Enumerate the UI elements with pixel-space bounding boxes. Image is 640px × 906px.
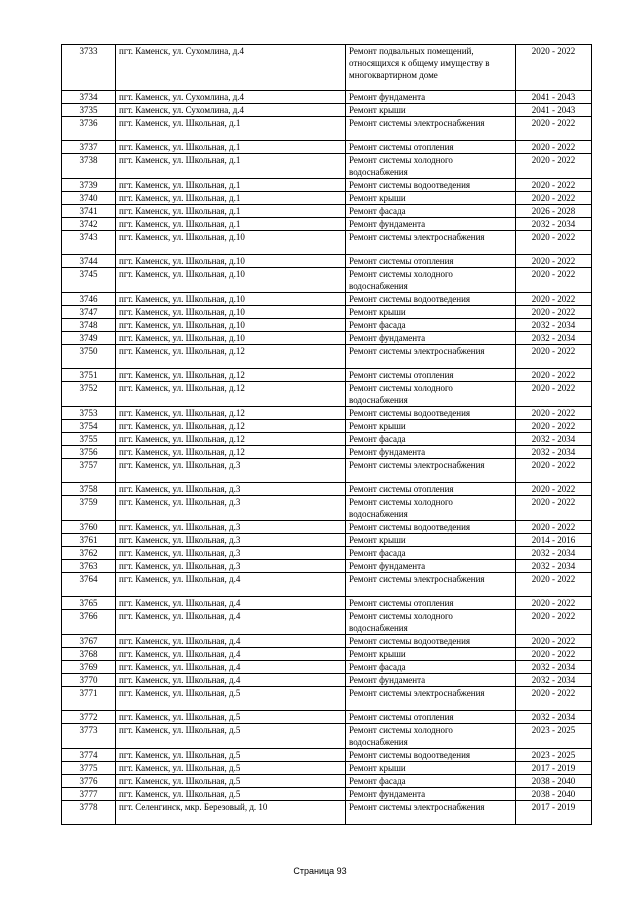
row-number: 3776: [62, 775, 116, 788]
table-row: [62, 433, 592, 446]
row-number: 3770: [62, 674, 116, 687]
table-row: [62, 724, 592, 749]
register-table-body: [62, 45, 592, 825]
row-address: пгт. Каменск, ул. Школьная, д.3: [116, 496, 346, 521]
row-number: 3741: [62, 205, 116, 218]
table-row: [62, 762, 592, 775]
row-number: 3773: [62, 724, 116, 749]
row-period: 2032 - 2034: [516, 433, 592, 446]
row-number: 3753: [62, 407, 116, 420]
row-number: 3751: [62, 369, 116, 382]
row-address: пгт. Каменск, ул. Школьная, д.4: [116, 610, 346, 635]
row-number: 3744: [62, 255, 116, 268]
row-work-type: Ремонт фасада: [346, 433, 516, 446]
row-number: 3752: [62, 382, 116, 407]
row-period: 2020 - 2022: [516, 459, 592, 483]
row-work-type: Ремонт системы электроснабжения: [346, 345, 516, 369]
row-work-type: Ремонт системы электроснабжения: [346, 801, 516, 825]
register-table: [61, 44, 592, 825]
row-address: пгт. Каменск, ул. Школьная, д.10: [116, 255, 346, 268]
row-number: 3763: [62, 560, 116, 573]
row-work-type: Ремонт системы холодного водоснабжения: [346, 724, 516, 749]
row-address: пгт. Селенгинск, мкр. Березовый, д. 10: [116, 801, 346, 825]
row-period: 2020 - 2022: [516, 382, 592, 407]
row-number: 3748: [62, 319, 116, 332]
row-work-type: Ремонт системы холодного водоснабжения: [346, 268, 516, 293]
row-number: 3735: [62, 104, 116, 117]
row-address: пгт. Каменск, ул. Школьная, д.12: [116, 420, 346, 433]
row-number: 3733: [62, 45, 116, 91]
row-address: пгт. Каменск, ул. Школьная, д.12: [116, 345, 346, 369]
row-work-type: Ремонт системы отопления: [346, 255, 516, 268]
row-period: 2020 - 2022: [516, 192, 592, 205]
row-work-type: Ремонт фундамента: [346, 674, 516, 687]
row-address: пгт. Каменск, ул. Школьная, д.4: [116, 573, 346, 597]
row-period: 2032 - 2034: [516, 560, 592, 573]
row-period: 2032 - 2034: [516, 674, 592, 687]
row-work-type: Ремонт системы отопления: [346, 369, 516, 382]
row-work-type: Ремонт системы водоотведения: [346, 635, 516, 648]
row-address: пгт. Каменск, ул. Школьная, д.3: [116, 459, 346, 483]
row-number: 3743: [62, 231, 116, 255]
row-work-type: Ремонт крыши: [346, 192, 516, 205]
table-row: [62, 749, 592, 762]
table-row: [62, 661, 592, 674]
table-row: [62, 218, 592, 231]
row-number: 3745: [62, 268, 116, 293]
row-number: 3767: [62, 635, 116, 648]
row-work-type: Ремонт системы электроснабжения: [346, 459, 516, 483]
row-number: 3764: [62, 573, 116, 597]
row-period: 2020 - 2022: [516, 255, 592, 268]
row-period: 2020 - 2022: [516, 179, 592, 192]
row-address: пгт. Каменск, ул. Школьная, д.1: [116, 179, 346, 192]
row-number: 3758: [62, 483, 116, 496]
row-address: пгт. Каменск, ул. Школьная, д.3: [116, 560, 346, 573]
row-work-type: Ремонт фасада: [346, 547, 516, 560]
table-row: [62, 496, 592, 521]
row-address: пгт. Каменск, ул. Школьная, д.5: [116, 711, 346, 724]
table-row: [62, 635, 592, 648]
row-period: 2020 - 2022: [516, 483, 592, 496]
row-number: 3756: [62, 446, 116, 459]
row-period: 2032 - 2034: [516, 547, 592, 560]
row-work-type: Ремонт фундамента: [346, 560, 516, 573]
row-address: пгт. Каменск, ул. Школьная, д.3: [116, 521, 346, 534]
row-period: 2017 - 2019: [516, 762, 592, 775]
row-number: 3761: [62, 534, 116, 547]
row-address: пгт. Каменск, ул. Школьная, д.5: [116, 775, 346, 788]
table-row: [62, 560, 592, 573]
row-period: 2032 - 2034: [516, 218, 592, 231]
row-number: 3755: [62, 433, 116, 446]
table-row: [62, 205, 592, 218]
row-period: 2020 - 2022: [516, 635, 592, 648]
row-period: 2032 - 2034: [516, 711, 592, 724]
row-number: 3750: [62, 345, 116, 369]
table-row: [62, 801, 592, 825]
row-address: пгт. Каменск, ул. Школьная, д.4: [116, 661, 346, 674]
row-work-type: Ремонт крыши: [346, 306, 516, 319]
row-work-type: Ремонт крыши: [346, 420, 516, 433]
row-number: 3734: [62, 91, 116, 104]
page-number: Страница 93: [293, 866, 347, 876]
row-work-type: Ремонт крыши: [346, 648, 516, 661]
row-address: пгт. Каменск, ул. Школьная, д.1: [116, 154, 346, 179]
row-number: 3740: [62, 192, 116, 205]
row-address: пгт. Каменск, ул. Школьная, д.12: [116, 369, 346, 382]
row-work-type: Ремонт фасада: [346, 775, 516, 788]
row-work-type: Ремонт системы отопления: [346, 711, 516, 724]
row-address: пгт. Каменск, ул. Школьная, д.5: [116, 687, 346, 711]
row-work-type: Ремонт крыши: [346, 762, 516, 775]
table-row: [62, 687, 592, 711]
row-address: пгт. Каменск, ул. Школьная, д.10: [116, 332, 346, 345]
row-address: пгт. Каменск, ул. Сухомлина, д.4: [116, 45, 346, 91]
row-address: пгт. Каменск, ул. Сухомлина, д.4: [116, 91, 346, 104]
row-work-type: Ремонт фундамента: [346, 446, 516, 459]
row-number: 3746: [62, 293, 116, 306]
row-work-type: Ремонт системы отопления: [346, 597, 516, 610]
row-work-type: Ремонт фасада: [346, 205, 516, 218]
table-row: [62, 154, 592, 179]
row-period: 2020 - 2022: [516, 407, 592, 420]
row-number: 3739: [62, 179, 116, 192]
row-work-type: Ремонт крыши: [346, 534, 516, 547]
row-work-type: Ремонт системы отопления: [346, 141, 516, 154]
row-period: 2020 - 2022: [516, 521, 592, 534]
row-work-type: Ремонт фундамента: [346, 91, 516, 104]
row-number: 3765: [62, 597, 116, 610]
row-address: пгт. Каменск, ул. Школьная, д.5: [116, 762, 346, 775]
row-address: пгт. Каменск, ул. Школьная, д.1: [116, 218, 346, 231]
row-period: 2023 - 2025: [516, 724, 592, 749]
row-period: 2020 - 2022: [516, 648, 592, 661]
row-number: 3759: [62, 496, 116, 521]
row-period: 2014 - 2016: [516, 534, 592, 547]
row-number: 3736: [62, 117, 116, 141]
row-work-type: Ремонт подвальных помещений, относящихся к общему имуществу в многоквартирном доме: [346, 45, 516, 91]
row-period: 2020 - 2022: [516, 268, 592, 293]
row-period: 2020 - 2022: [516, 293, 592, 306]
table-row: [62, 407, 592, 420]
row-period: 2041 - 2043: [516, 91, 592, 104]
row-work-type: Ремонт фасада: [346, 319, 516, 332]
row-work-type: Ремонт системы электроснабжения: [346, 117, 516, 141]
row-number: 3760: [62, 521, 116, 534]
row-number: 3754: [62, 420, 116, 433]
row-period: 2020 - 2022: [516, 496, 592, 521]
row-number: 3774: [62, 749, 116, 762]
table-row: [62, 521, 592, 534]
row-address: пгт. Каменск, ул. Школьная, д.4: [116, 597, 346, 610]
row-number: 3771: [62, 687, 116, 711]
table-row: [62, 293, 592, 306]
row-work-type: Ремонт системы электроснабжения: [346, 573, 516, 597]
table-row: [62, 179, 592, 192]
row-address: пгт. Каменск, ул. Школьная, д.12: [116, 446, 346, 459]
row-period: 2032 - 2034: [516, 446, 592, 459]
row-number: 3768: [62, 648, 116, 661]
row-work-type: Ремонт системы водоотведения: [346, 179, 516, 192]
row-address: пгт. Каменск, ул. Школьная, д.12: [116, 382, 346, 407]
row-work-type: Ремонт системы водоотведения: [346, 749, 516, 762]
row-period: 2020 - 2022: [516, 597, 592, 610]
row-address: пгт. Каменск, ул. Школьная, д.4: [116, 648, 346, 661]
table-row: [62, 610, 592, 635]
row-work-type: Ремонт фундамента: [346, 218, 516, 231]
table-row: [62, 446, 592, 459]
row-work-type: Ремонт системы отопления: [346, 483, 516, 496]
row-number: 3762: [62, 547, 116, 560]
row-work-type: Ремонт системы водоотведения: [346, 521, 516, 534]
row-address: пгт. Каменск, ул. Школьная, д.1: [116, 117, 346, 141]
row-address: пгт. Каменск, ул. Школьная, д.12: [116, 407, 346, 420]
table-row: [62, 104, 592, 117]
table-row: [62, 420, 592, 433]
table-row: [62, 573, 592, 597]
row-number: 3775: [62, 762, 116, 775]
table-row: [62, 255, 592, 268]
row-work-type: Ремонт фасада: [346, 661, 516, 674]
table-row: [62, 192, 592, 205]
row-period: 2020 - 2022: [516, 306, 592, 319]
row-period: 2023 - 2025: [516, 749, 592, 762]
row-period: 2020 - 2022: [516, 117, 592, 141]
row-number: 3738: [62, 154, 116, 179]
row-period: 2032 - 2034: [516, 661, 592, 674]
table-row: [62, 534, 592, 547]
row-period: 2020 - 2022: [516, 154, 592, 179]
row-work-type: Ремонт крыши: [346, 104, 516, 117]
row-period: 2020 - 2022: [516, 420, 592, 433]
table-row: [62, 483, 592, 496]
row-work-type: Ремонт фундамента: [346, 788, 516, 801]
row-period: 2020 - 2022: [516, 45, 592, 91]
row-address: пгт. Каменск, ул. Школьная, д.5: [116, 749, 346, 762]
table-row: [62, 369, 592, 382]
row-work-type: Ремонт системы электроснабжения: [346, 687, 516, 711]
row-period: 2041 - 2043: [516, 104, 592, 117]
table-row: [62, 459, 592, 483]
row-period: 2038 - 2040: [516, 775, 592, 788]
row-address: пгт. Каменск, ул. Школьная, д.1: [116, 141, 346, 154]
table-row: [62, 711, 592, 724]
row-work-type: Ремонт системы электроснабжения: [346, 231, 516, 255]
row-work-type: Ремонт системы водоотведения: [346, 293, 516, 306]
row-period: 2020 - 2022: [516, 369, 592, 382]
row-number: 3778: [62, 801, 116, 825]
table-row: [62, 117, 592, 141]
row-work-type: Ремонт системы холодного водоснабжения: [346, 496, 516, 521]
row-address: пгт. Каменск, ул. Школьная, д.5: [116, 788, 346, 801]
row-address: пгт. Каменск, ул. Школьная, д.10: [116, 231, 346, 255]
table-row: [62, 547, 592, 560]
row-work-type: Ремонт системы холодного водоснабжения: [346, 154, 516, 179]
row-period: 2032 - 2034: [516, 332, 592, 345]
row-number: 3757: [62, 459, 116, 483]
table-row: [62, 788, 592, 801]
row-period: 2017 - 2019: [516, 801, 592, 825]
row-number: 3769: [62, 661, 116, 674]
row-address: пгт. Каменск, ул. Сухомлина, д.4: [116, 104, 346, 117]
table-row: [62, 268, 592, 293]
row-period: 2032 - 2034: [516, 319, 592, 332]
table-row: [62, 332, 592, 345]
row-address: пгт. Каменск, ул. Школьная, д.10: [116, 268, 346, 293]
row-address: пгт. Каменск, ул. Школьная, д.10: [116, 319, 346, 332]
table-row: [62, 319, 592, 332]
row-work-type: Ремонт системы холодного водоснабжения: [346, 382, 516, 407]
table-row: [62, 45, 592, 91]
row-address: пгт. Каменск, ул. Школьная, д.3: [116, 534, 346, 547]
row-address: пгт. Каменск, ул. Школьная, д.12: [116, 433, 346, 446]
row-number: 3766: [62, 610, 116, 635]
table-row: [62, 306, 592, 319]
table-row: [62, 231, 592, 255]
row-number: 3772: [62, 711, 116, 724]
row-number: 3777: [62, 788, 116, 801]
row-address: пгт. Каменск, ул. Школьная, д.4: [116, 635, 346, 648]
row-work-type: Ремонт системы холодного водоснабжения: [346, 610, 516, 635]
row-number: 3749: [62, 332, 116, 345]
row-number: 3737: [62, 141, 116, 154]
row-work-type: Ремонт системы водоотведения: [346, 407, 516, 420]
row-number: 3742: [62, 218, 116, 231]
table-row: [62, 345, 592, 369]
table-row: [62, 674, 592, 687]
table-row: [62, 775, 592, 788]
row-address: пгт. Каменск, ул. Школьная, д.5: [116, 724, 346, 749]
row-address: пгт. Каменск, ул. Школьная, д.4: [116, 674, 346, 687]
row-address: пгт. Каменск, ул. Школьная, д.3: [116, 483, 346, 496]
table-row: [62, 597, 592, 610]
row-period: 2020 - 2022: [516, 610, 592, 635]
table-row: [62, 91, 592, 104]
row-period: 2038 - 2040: [516, 788, 592, 801]
row-address: пгт. Каменск, ул. Школьная, д.1: [116, 192, 346, 205]
row-period: 2020 - 2022: [516, 573, 592, 597]
table-row: [62, 648, 592, 661]
row-period: 2020 - 2022: [516, 687, 592, 711]
table-row: [62, 141, 592, 154]
row-number: 3747: [62, 306, 116, 319]
row-period: 2026 - 2028: [516, 205, 592, 218]
row-work-type: Ремонт фундамента: [346, 332, 516, 345]
row-address: пгт. Каменск, ул. Школьная, д.3: [116, 547, 346, 560]
row-period: 2020 - 2022: [516, 345, 592, 369]
row-period: 2020 - 2022: [516, 231, 592, 255]
table-row: [62, 382, 592, 407]
row-address: пгт. Каменск, ул. Школьная, д.10: [116, 293, 346, 306]
row-address: пгт. Каменск, ул. Школьная, д.1: [116, 205, 346, 218]
row-address: пгт. Каменск, ул. Школьная, д.10: [116, 306, 346, 319]
row-period: 2020 - 2022: [516, 141, 592, 154]
